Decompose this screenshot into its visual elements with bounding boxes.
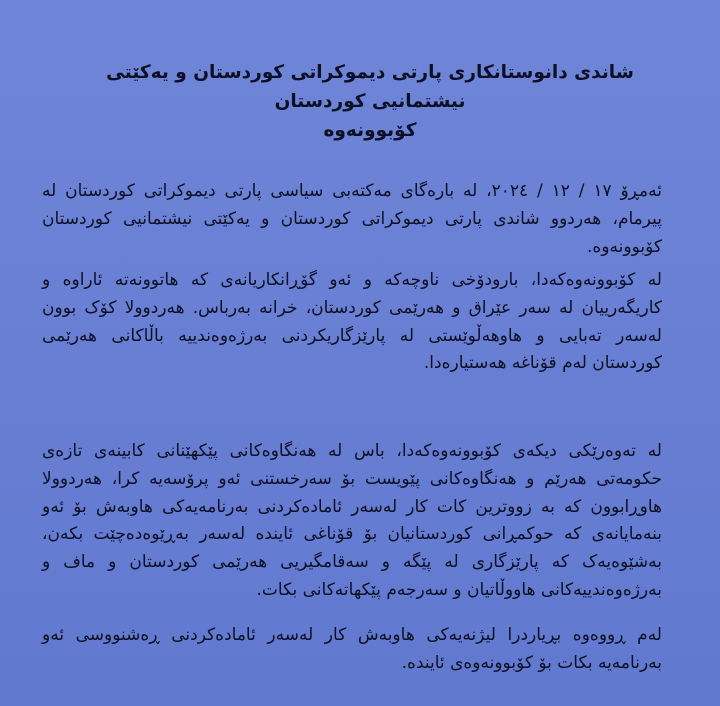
- paragraph-regional-situation: لە کۆبوونەوەکەدا، بارودۆخی ناوچەکە و ئەو گۆڕانکاریانەی کە هاتوونەتە ئاراوە و کاریگەرییان لە سەر عێراق و هەرێمی کوردستان، خرانە بەرباس. هەردوولا کۆک بوون لەسەر تەبایی و هاوهەڵوێستی لە پارێزگاریکردنی بەرژەوەندییە باڵاکانی هەرێمی کوردستان لەم قۆناغە هەستیارەدا.: [42, 270, 662, 374]
- title-line-2: کۆبوونەوە: [323, 120, 417, 141]
- title-line-1: شاندی دانوستانکاری پارتی دیموکراتی کوردستان و یەکێتی نیشتمانیی کوردستان: [106, 62, 634, 112]
- paragraph-government-formation: لە تەوەرێکی دیکەی کۆبوونەوەکەدا، باس لە هەنگاوەکانی پێکهێنانی کابینەی تازەی حکومەتی هەرێم و هەنگاوەکانی پێویست بۆ سەرخستنی ئەو پرۆسەیە کرا، هەردوولا هاوڕابوون کە بە زووترین کات کار لەسەر ئامادەکردنی بەرنامەیەکی هاوبەش بۆ ئەو بنەمایانەی کە حوکمڕانی کوردستانیان بۆ قۆناغی ئایندە لەسەر بەڕێوەدەچێت بکەن، بەشێوەیەک کە پارێزگاری لە پێگە و سەقامگیریی هەرێمی کوردستان و ماف و بەرژەوەندییەکانی هاووڵاتیان و سەرجەم پێکهاتەکانی بکات.: [42, 441, 662, 600]
- document-title: [90, 58, 650, 145]
- paragraph-joint-committee: لەم ڕووەوە بڕیاردرا لیژنەیەکی هاوبەش کار لەسەر ئامادەکردنی ڕەشنووسی ئەو بەرنامەیە بکات بۆ کۆبوونەوەی ئایندە.: [42, 625, 662, 673]
- paragraph-meeting-date: ئەمڕۆ ١٧ / ١٢ / ٢٠٢٤، لە بارەگای مەکتەبی سیاسی پارتی دیموکراتی کوردستان لە پیرمام، هەردوو شاندی پارتی دیموکراتی کوردستان و یەکێتی نیشتمانیی کوردستان کۆبوونەوە.: [42, 181, 662, 257]
